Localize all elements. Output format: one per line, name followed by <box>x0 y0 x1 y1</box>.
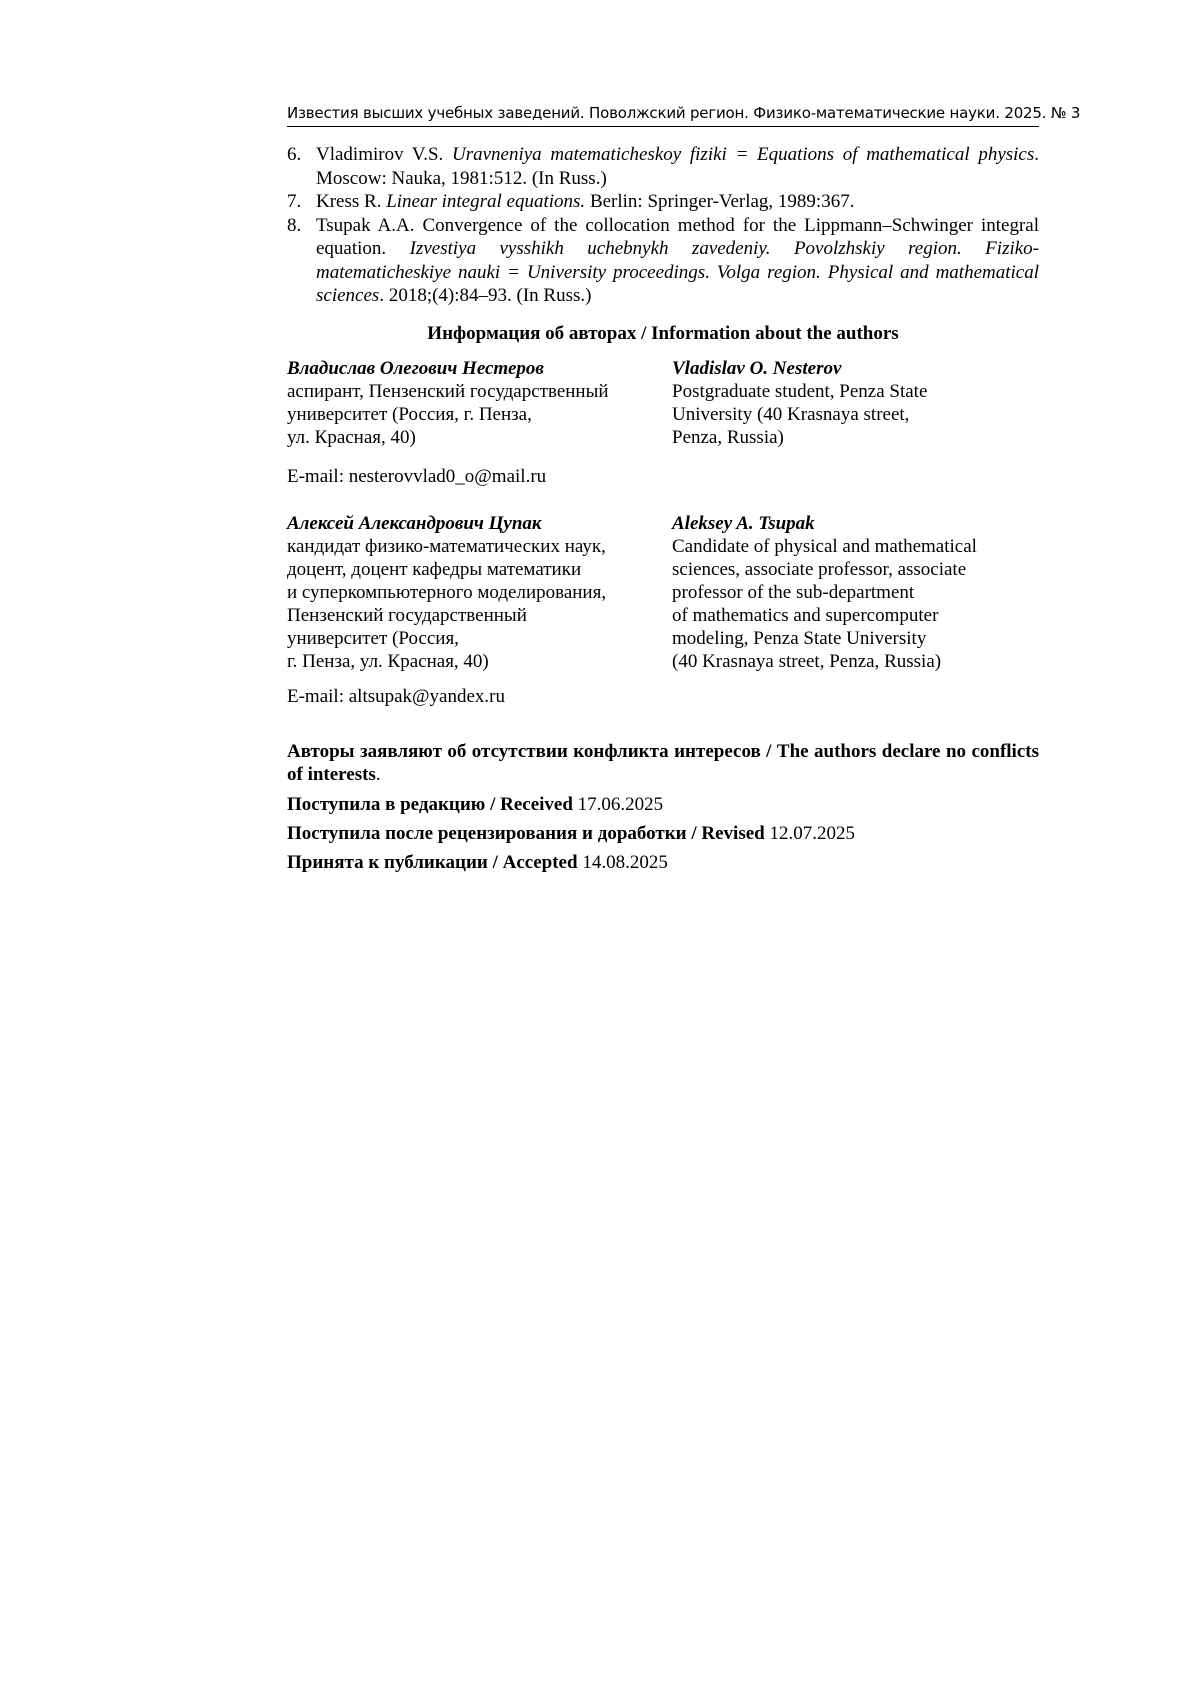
conflict-statement <box>287 740 1039 786</box>
revised-date: 12.07.2025 <box>769 823 855 844</box>
reference-number: 6. <box>287 144 302 165</box>
author-en-line: professor of the sub-department <box>672 582 915 603</box>
author-en-line: sciences, associate professor, associate <box>672 559 967 580</box>
conflict-text: Авторы заявляют об отсутствии конфликта интересов / The authors declare no conflicts of interests <box>287 741 1039 785</box>
accepted-line <box>287 851 1039 874</box>
author-ru-name: Владислав Олегович Нестеров <box>287 358 544 379</box>
conflict-period: . <box>375 764 381 785</box>
author-ru-line: университет (Россия, <box>287 628 459 649</box>
author-ru-line: Пензенский государственный <box>287 605 527 626</box>
header-rule <box>287 126 1039 127</box>
reference-author: Tsupak A.A. Convergence of the collocation method for the Lippmann–Schwinger integral equation. <box>316 214 1039 259</box>
reference-number: 8. <box>287 214 302 236</box>
reference-details: Berlin: Springer-Verlag, 1989:367. <box>585 191 855 212</box>
reference-item <box>287 190 1039 214</box>
author-ru-line: аспирант, Пензенский государственный <box>287 381 609 402</box>
author-en-line: Penza, Russia) <box>672 427 784 448</box>
author-email: E-mail: altsupak@yandex.ru <box>287 686 505 707</box>
reference-item <box>287 143 1039 190</box>
accepted-label: Принята к публикации / Accepted <box>287 852 578 873</box>
author-ru-line: доцент, доцент кафедры математики <box>287 559 582 580</box>
received-label: Поступила в редакцию / Received <box>287 794 573 815</box>
author-ru-block <box>287 357 657 449</box>
author-en-block <box>672 357 1039 449</box>
author-ru-line: кандидат физико-математических наук, <box>287 536 606 557</box>
author-en-line: Candidate of physical and mathematical <box>672 536 977 557</box>
received-date: 17.06.2025 <box>577 794 664 815</box>
author-en-line: of mathematics and supercomputer <box>672 605 939 626</box>
reference-details: . 2018;(4):84–93. (In Russ.) <box>379 285 592 306</box>
authors-section-title: Информация об авторах / Information about the authors <box>427 323 899 344</box>
author-email: E-mail: nesterovvlad0_o@mail.ru <box>287 466 547 487</box>
reference-title: Izvestiya vysshikh uchebnykh zavedeniy. Povolzhskiy region. Fiziko-matematicheskiye nauki = University proceedings. Volga region. Physical and mathematical sciences <box>316 238 1039 306</box>
accepted-date: 14.08.2025 <box>582 852 668 873</box>
received-line <box>287 793 1039 816</box>
author-ru-line: г. Пенза, ул. Красная, 40) <box>287 651 489 672</box>
author-en-name: Vladislav O. Nesterov <box>672 358 842 379</box>
author-ru-line: университет (Россия, г. Пенза, <box>287 404 532 425</box>
reference-title: Linear integral equations. <box>386 191 586 212</box>
author-ru-line: и суперкомпьютерного моделирования, <box>287 582 607 603</box>
author-en-line: modeling, Penza State University <box>672 628 927 649</box>
author-ru-block <box>287 512 657 673</box>
author-en-line: Postgraduate student, Penza State <box>672 381 928 402</box>
reference-number: 7. <box>287 191 302 212</box>
author-en-block <box>672 512 1039 673</box>
reference-author: Kress R. <box>316 191 382 212</box>
reference-list <box>287 143 1039 308</box>
author-en-name: Aleksey A. Tsupak <box>672 513 815 534</box>
author-ru-line: ул. Красная, 40) <box>287 427 416 448</box>
revised-line <box>287 822 1039 845</box>
running-header: Известия высших учебных заведений. Поволжский регион. Физико-математические науки. 2025. № 3 <box>287 104 1081 122</box>
author-en-line: (40 Krasnaya street, Penza, Russia) <box>672 651 942 672</box>
reference-item <box>287 214 1039 308</box>
author-en-line: University (40 Krasnaya street, <box>672 404 910 425</box>
reference-details: . Moscow: Nauka, 1981:512. (In Russ.) <box>316 144 1039 189</box>
reference-author: Vladimirov V.S. <box>316 144 444 165</box>
revised-label: Поступила после рецензирования и доработки / Revised <box>287 823 765 844</box>
reference-title: Uravneniya matematicheskoy fiziki = Equations of mathematical physics <box>451 144 1035 165</box>
author-ru-name: Алексей Александрович Цупак <box>287 513 542 534</box>
